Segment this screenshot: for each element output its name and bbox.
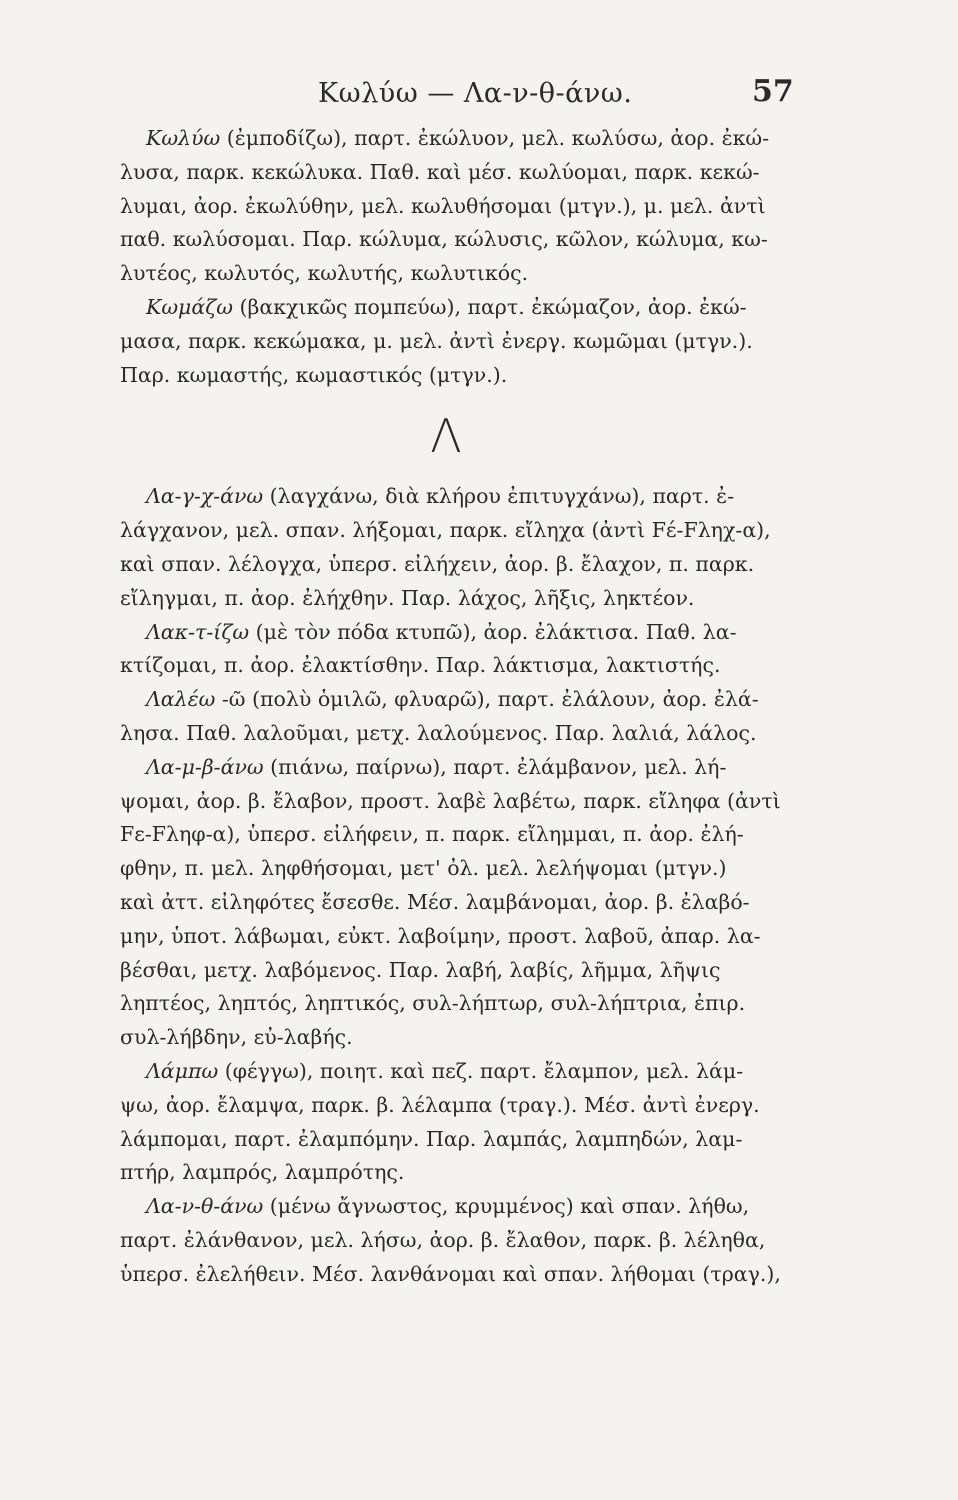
entry-line: [120, 223, 800, 257]
entry-first-line: [120, 1055, 800, 1089]
entry-text: ὑπερσ. ἐλελήθειν. Μέσ. λανθάνομαι καὶ σπαν. λήθομαι (τραγ.),: [120, 1261, 781, 1286]
entry-line: [120, 156, 800, 190]
entry-line: [120, 1258, 800, 1292]
entry-text: παρτ. ἐλάνθανον, μελ. λήσω, ἀορ. β. ἔλαθον, παρκ. β. λέληθα,: [120, 1227, 766, 1252]
entry-line: [120, 190, 800, 224]
entry-lemma: Λα-ν-θ-άνω: [146, 1194, 264, 1219]
entry-line: [120, 325, 800, 359]
entries-kappa: [120, 122, 800, 392]
entry-line: [120, 649, 800, 683]
section-letter-heading: Λ: [430, 409, 462, 464]
entry-text: μασα, παρκ. κεκώμακα, μ. μελ. ἀντὶ ἐνεργ. κωμῶμαι (μτγν.).: [120, 328, 753, 353]
entry-line: [120, 717, 800, 751]
entry-text: λάμπομαι, παρτ. ἐλαμπόμην. Παρ. λαμπάς, λαμπηδών, λαμ-: [120, 1126, 743, 1151]
entry-text: (ἐμποδίζω), παρτ. ἐκώλυον, μελ. κωλύσω, ἀορ. ἐκώ-: [220, 126, 770, 150]
entry-text: πτήρ, λαμπρός, λαμπρότης.: [120, 1160, 405, 1185]
entry-text: καὶ ἀττ. εἰληφότες ἔσεσθε. Μέσ. λαμβάνομαι, ἀορ. β. ἐλαβό-: [120, 889, 750, 914]
entry-text: Παρ. κωμαστής, κωμαστικός (μτγν.).: [120, 362, 508, 387]
entry-line: [120, 954, 800, 988]
entry-lemma: Λάμπω: [146, 1058, 219, 1083]
entry-line: [120, 548, 800, 582]
entry-lemma: Λακ-τ-ίζω: [146, 619, 250, 644]
entry-line: [120, 1123, 800, 1157]
entry-text: ληπτέος, ληπτός, ληπτικός, συλ-λήπτωρ, συλ-λήπτρια, ἐπιρ.: [120, 991, 746, 1016]
body-text: [120, 122, 800, 1292]
entries-lambda: [120, 480, 800, 1291]
entry-first-line: [120, 616, 800, 650]
entry-line: [120, 1156, 800, 1190]
entry-text: λυτέος, κωλυτός, κωλυτής, κωλυτικός.: [120, 261, 529, 286]
entry-first-line: [120, 1190, 800, 1224]
entry-text: φθην, π. μελ. ληφθήσομαι, μετ' ὀλ. μελ. λελήψομαι (μτγν.): [120, 856, 727, 881]
entry-text: λάγχανον, μελ. σπαν. λήξομαι, παρκ. εἴληχα (ἀντὶ Fέ-Fληχ-α),: [120, 518, 771, 543]
entry-text: μην, ὑποτ. λάβωμαι, εὐκτ. λαβοίμην, προστ. λαβοῦ, ἀπαρ. λα-: [120, 923, 761, 948]
entry-text: (βακχικῶς πομπεύω), παρτ. ἐκώμαζον, ἀορ. ἐκώ-: [233, 294, 747, 319]
entry-first-line: [120, 122, 800, 156]
entry-text: -ῶ (πολὺ ὁμιλῶ, φλυαρῶ), παρτ. ἐλάλουν, ἀορ. ἐλά-: [215, 687, 759, 712]
entry-lemma: Λαλέω: [146, 687, 216, 712]
entry-lemma: Λα-γ-χ-άνω: [146, 484, 264, 509]
entry-lemma: Λα-μ-β-άνω: [146, 754, 264, 779]
entry-line: [120, 359, 800, 393]
entry-first-line: [120, 291, 800, 325]
entry-text: (φέγγω), ποιητ. καὶ πεζ. παρτ. ἔλαμπον, μελ. λάμ-: [218, 1058, 744, 1083]
entry-text: λησα. Παθ. λαλοῦμαι, μετχ. λαλούμενος. Παρ. λαλιά, λάλος.: [120, 720, 757, 745]
entry-text: λυμαι, ἀορ. ἐκωλύθην, μελ. κωλυθήσομαι (μτγν.), μ. μελ. ἀντὶ: [120, 193, 766, 218]
running-head: Κωλύω — Λα-ν-θ-άνω.: [318, 78, 633, 109]
entry-line: [120, 818, 800, 852]
entry-line: [120, 1089, 800, 1123]
entry-text: λυσα, παρκ. κεκώλυκα. Παθ. καὶ μέσ. κωλύομαι, παρκ. κεκώ-: [120, 159, 760, 184]
page-number: 57: [752, 74, 794, 109]
entry-text: ψομαι, ἀορ. β. ἔλαβον, προστ. λαβὲ λαβέτω, παρκ. εἴληφα (ἀντὶ: [120, 788, 781, 813]
entry-first-line: [120, 751, 800, 785]
entry-line: [120, 886, 800, 920]
entry-line: [120, 785, 800, 819]
entry-first-line: [120, 480, 800, 514]
entry-text: (μὲ τὸν πόδα κτυπῶ), ἀορ. ἐλάκτισα. Παθ. λα-: [249, 619, 737, 644]
entry-text: συλ-λήβδην, εὐ-λαβής.: [120, 1025, 353, 1050]
entry-line: [120, 852, 800, 886]
entry-text: καὶ σπαν. λέλογχα, ὑπερσ. εἰλήχειν, ἀορ. β. ἔλαχον, π. παρκ.: [120, 551, 755, 576]
entry-text: βέσθαι, μετχ. λαβόμενος. Παρ. λαβή, λαβίς, λῆμμα, λῆψις: [120, 957, 721, 982]
entry-line: [120, 257, 800, 291]
entry-lemma: Κωμάζω: [146, 294, 234, 319]
entry-text: Fε-Fληφ-α), ὑπερσ. εἰλήφειν, π. παρκ. εἴλημμαι, π. ἀορ. ἐλή-: [120, 822, 744, 847]
entry-line: [120, 1224, 800, 1258]
entry-lemma: Κωλύω: [146, 126, 221, 150]
entry-text: ψω, ἀορ. ἔλαμψα, παρκ. β. λέλαμπα (τραγ.). Μέσ. ἀντὶ ἐνεργ.: [120, 1092, 760, 1117]
entry-line: [120, 920, 800, 954]
entry-text: (πιάνω, παίρνω), παρτ. ἐλάμβανον, μελ. λή-: [263, 754, 727, 779]
page-header: [0, 72, 958, 116]
entry-line: [120, 1021, 800, 1055]
entry-line: [120, 987, 800, 1021]
entry-text: παθ. κωλύσομαι. Παρ. κώλυμα, κώλυσις, κῶλον, κώλυμα, κω-: [120, 227, 768, 252]
entry-text: (λαγχάνω, διὰ κλήρου ἐπιτυγχάνω), παρτ. ἐ-: [263, 484, 735, 509]
entry-text: κτίζομαι, π. ἀορ. ἐλακτίσθην. Παρ. λάκτισμα, λακτιστής.: [120, 653, 721, 678]
entry-line: [120, 514, 800, 548]
entry-first-line: [120, 683, 800, 717]
entry-text: (μένω ἄγνωστος, κρυμμένος) καὶ σπαν. λήθω,: [263, 1194, 750, 1219]
entry-text: εἴληγμαι, π. ἀορ. ἐλήχθην. Παρ. λάχος, λῆξις, ληκτέον.: [120, 585, 695, 610]
entry-line: [120, 582, 800, 616]
